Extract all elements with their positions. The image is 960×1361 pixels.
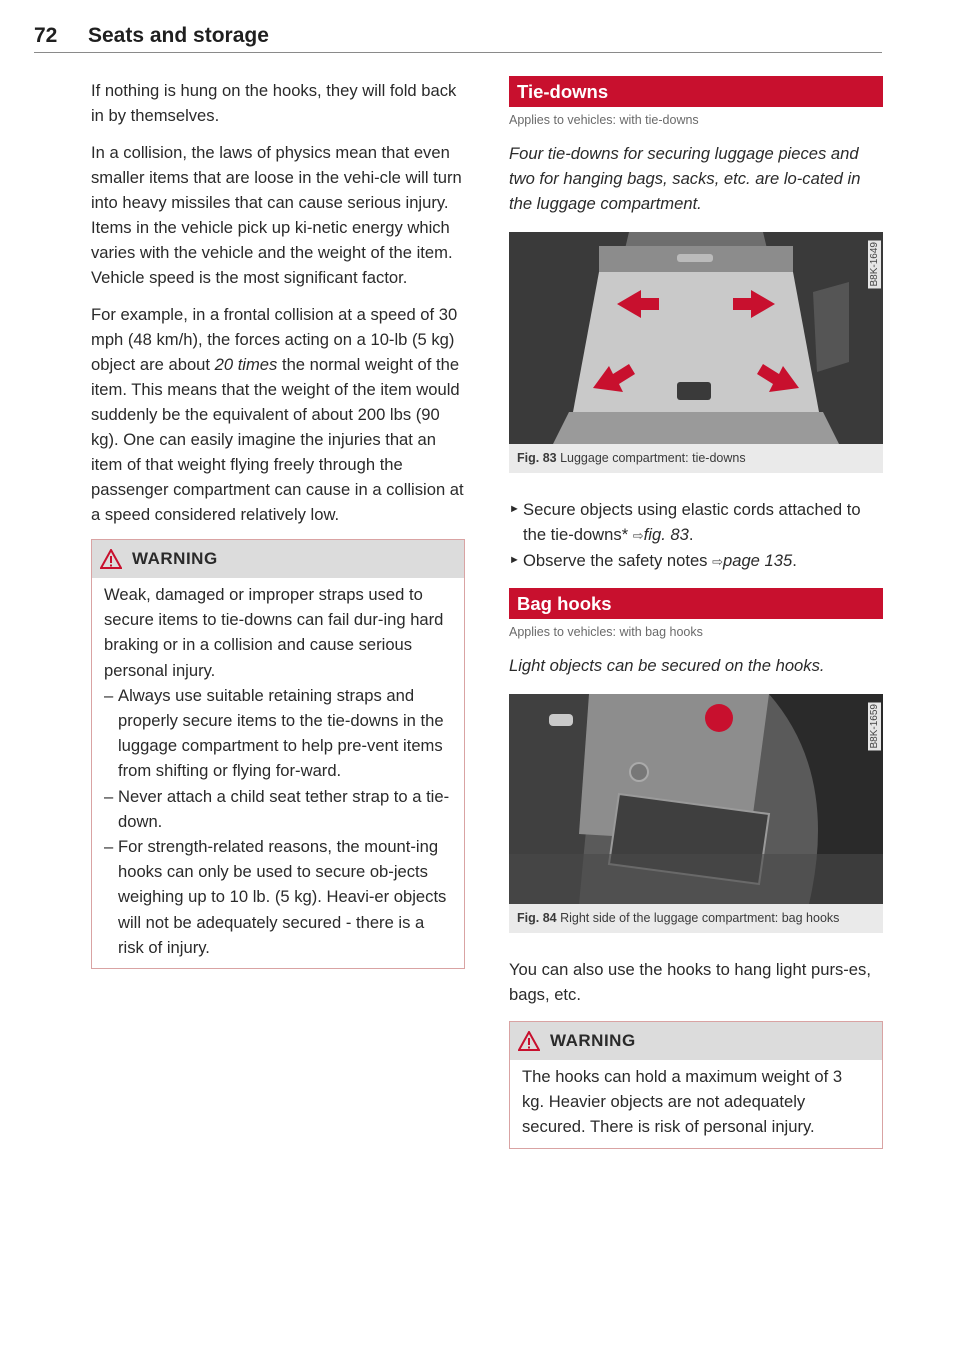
warning-list-item: – For strength-related reasons, the mount-ing hooks can only be used to secure ob-jects weighing up to 10 lb. (5 kg). Heavi-er objects will not be adequately secured - there is a risk of injury. [104, 837, 447, 957]
bag-hooks-image [509, 694, 883, 904]
warning-body [510, 1060, 882, 1148]
warning-title: WARNING [550, 1031, 636, 1050]
applies-to-text: Applies to vehicles: with tie-downs [509, 113, 699, 127]
section-title: Seats and storage [88, 24, 269, 47]
bag-hooks-heading: Bag hooks [509, 588, 883, 619]
luggage-compartment-image [509, 232, 883, 444]
paragraph: In a collision, the laws of physics mean that even smaller items that are loose in the vehi-cle will turn into heavy missiles that can cause serious injury. Items in the vehicle pick up ki-netic energy which varies with the vehicle and the weight of the item. Vehicle speed is the most significant factor. [91, 143, 462, 287]
emphasis-text: 20 times [214, 355, 278, 374]
arrow-reference-icon: ⇨ [712, 554, 723, 569]
figure-caption: Fig. 84 Right side of the luggage compartment: bag hooks [517, 911, 840, 925]
tie-downs-intro: Four tie-downs for securing luggage pieces and two for hanging bags, sacks, etc. are lo-cated in the luggage compartment. [509, 144, 861, 213]
warning-triangle-icon [518, 1031, 540, 1051]
warning-list-item: – Always use suitable retaining straps and properly secure items to the tie-downs in the luggage compartment to help pre-vent items from shifting or flying for-ward. [104, 685, 444, 781]
right-column [509, 76, 883, 1149]
triangle-bullet-icon: ► [509, 554, 520, 566]
figure-code: B8K-1649 [869, 242, 880, 287]
tie-downs-heading: Tie-downs [509, 76, 883, 107]
warning-title: WARNING [132, 549, 218, 568]
warning-header [92, 540, 464, 578]
warning-list-item: – Never attach a child seat tether strap to a tie-down. [104, 786, 450, 831]
triangle-bullet-icon: ► [509, 503, 520, 515]
page-number: 72 [34, 24, 58, 47]
cross-reference-link[interactable]: page 135 [723, 551, 793, 570]
warning-text: The hooks can hold a maximum weight of 3 kg. Heavier objects are not adequately secured. There is risk of personal injury. [522, 1067, 843, 1137]
warning-triangle-icon [100, 549, 122, 569]
left-column [91, 78, 465, 969]
arrow-reference-icon: ⇨ [632, 528, 644, 543]
warning-intro: Weak, damaged or improper straps used to secure items to tie-downs can fail dur-ing hard braking or in a collision and cause serious personal injury. [104, 585, 444, 680]
bullet-item: ► Secure objects using elastic cords attached to the tie-downs* ⇨fig. 83. [509, 497, 883, 548]
applies-to-text: Applies to vehicles: with bag hooks [509, 625, 703, 639]
warning-body [92, 578, 464, 968]
warning-box [509, 1021, 883, 1149]
figure-tie-downs [509, 232, 883, 473]
warning-header [510, 1022, 882, 1060]
bag-hooks-intro: Light objects can be secured on the hooks. [509, 656, 825, 675]
figure-caption: Fig. 83 Luggage compartment: tie-downs [517, 451, 746, 465]
paragraph: For example, in a frontal collision at a speed of 30 mph (48 km/h), the forces acting on a 10-lb (5 kg) object are about 20 times the normal weight of the item. This means that the weight of the item would suddenly be the equivalent of about 200 lbs (90 kg). One can easily imagine the injuries that an item of that weight flying freely through the passenger compartment can cause in a collision at a speed considered relatively low. [91, 305, 464, 524]
bullet-item: ► Observe the safety notes ⇨page 135. [509, 548, 883, 574]
paragraph: If nothing is hung on the hooks, they will fold back in by themselves. [91, 81, 457, 125]
figure-bag-hooks [509, 694, 883, 933]
cross-reference-link[interactable]: fig. 83 [643, 525, 689, 544]
figure-code: B8K-1659 [869, 704, 880, 749]
warning-box [91, 539, 465, 969]
page-header [34, 22, 882, 53]
paragraph: You can also use the hooks to hang light purs-es, bags, etc. [509, 960, 871, 1004]
